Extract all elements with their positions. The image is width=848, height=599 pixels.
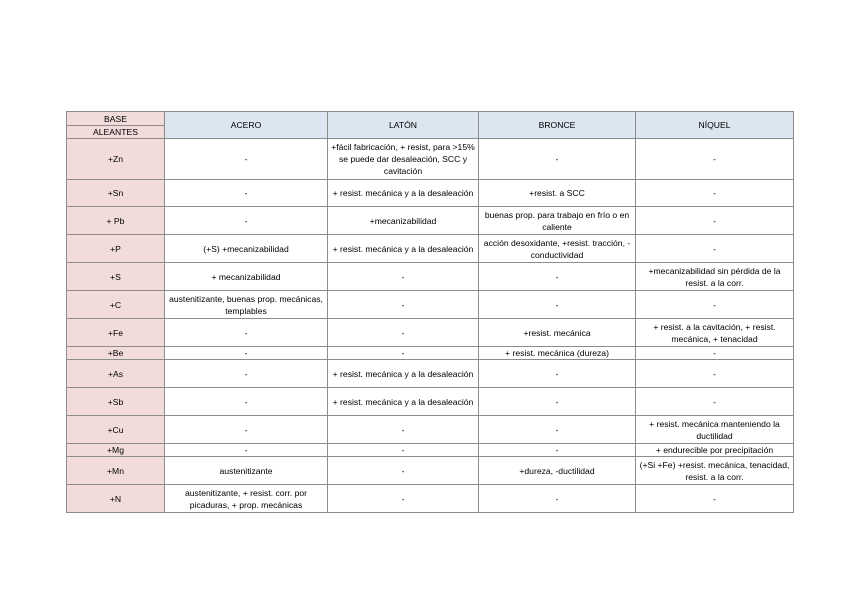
table-cell: - (479, 485, 636, 513)
table-cell: - (479, 291, 636, 319)
table-cell: - (165, 444, 328, 457)
table-row (67, 457, 794, 485)
table-cell: - (636, 235, 794, 263)
table-row (67, 180, 794, 207)
table-cell: acción desoxidante, +resist. tracción, -conductividad (479, 235, 636, 263)
row-header: +Sb (67, 388, 165, 416)
table-cell: - (636, 347, 794, 360)
table-row (67, 263, 794, 291)
table-cell: - (165, 416, 328, 444)
table-cell: - (328, 319, 479, 347)
table-cell: - (165, 180, 328, 207)
table-cell: - (636, 180, 794, 207)
table-cell: + resist. mecánica y a la desaleación (328, 180, 479, 207)
table-cell: - (328, 291, 479, 319)
table-cell: - (328, 457, 479, 485)
table-cell: - (479, 139, 636, 180)
table-cell: + resist. mecánica y a la desaleación (328, 360, 479, 388)
table-cell: (+S) +mecanizabilidad (165, 235, 328, 263)
table-cell: - (636, 139, 794, 180)
row-header: +C (67, 291, 165, 319)
alloying-elements-table (66, 111, 794, 513)
table-row (67, 388, 794, 416)
table-cell: - (165, 139, 328, 180)
row-header: +Cu (67, 416, 165, 444)
row-header: +Zn (67, 139, 165, 180)
table-cell: + resist. mecánica y a la desaleación (328, 235, 479, 263)
table-cell: - (328, 485, 479, 513)
table-cell: - (165, 347, 328, 360)
table-cell: - (165, 360, 328, 388)
column-header-niquel: NÍQUEL (636, 112, 794, 139)
table-row (67, 235, 794, 263)
row-header: +P (67, 235, 165, 263)
table-cell: + resist. mecánica (dureza) (479, 347, 636, 360)
row-header: +N (67, 485, 165, 513)
row-header: +Sn (67, 180, 165, 207)
row-header: + Pb (67, 207, 165, 235)
table-cell: + mecanizabilidad (165, 263, 328, 291)
table-cell: +resist. mecánica (479, 319, 636, 347)
table-cell: - (165, 207, 328, 235)
table-row (67, 416, 794, 444)
table-cell: + endurecible por precipitación (636, 444, 794, 457)
table-cell: - (636, 291, 794, 319)
table-cell: - (636, 388, 794, 416)
table-cell: - (479, 263, 636, 291)
aleantes-header: ALEANTES (67, 126, 165, 139)
table-cell: - (328, 444, 479, 457)
table-row (67, 207, 794, 235)
table-cell: +fácil fabricación, + resist, para >15% se puede dar desaleación, SCC y cavitación (328, 139, 479, 180)
row-header: +S (67, 263, 165, 291)
table-cell: +mecanizabilidad sin pérdida de la resist. a la corr. (636, 263, 794, 291)
row-header: +Mn (67, 457, 165, 485)
table-cell: +dureza, -ductilidad (479, 457, 636, 485)
table-cell: - (479, 416, 636, 444)
column-header-acero: ACERO (165, 112, 328, 139)
table-cell: - (328, 347, 479, 360)
column-header-laton: LATÓN (328, 112, 479, 139)
column-header-bronce: BRONCE (479, 112, 636, 139)
table-cell: - (328, 263, 479, 291)
table-cell: + resist. mecánica manteniendo la ductilidad (636, 416, 794, 444)
table-row (67, 485, 794, 513)
table-cell: austenitizante, + resist. corr. por picaduras, + prop. mecánicas (165, 485, 328, 513)
table-row (67, 139, 794, 180)
table-cell: - (636, 360, 794, 388)
row-header: +Be (67, 347, 165, 360)
table-cell: - (165, 319, 328, 347)
table-cell: - (479, 360, 636, 388)
row-header: +As (67, 360, 165, 388)
table-cell: austenitizante, buenas prop. mecánicas, templables (165, 291, 328, 319)
table-row (67, 347, 794, 360)
table-cell: austenitizante (165, 457, 328, 485)
table-cell: + resist. mecánica y a la desaleación (328, 388, 479, 416)
table-row (67, 444, 794, 457)
table-cell: +mecanizabilidad (328, 207, 479, 235)
table-row (67, 319, 794, 347)
table-cell: + resist. a la cavitación, + resist. mecánica, + tenacidad (636, 319, 794, 347)
row-header: +Mg (67, 444, 165, 457)
row-header: +Fe (67, 319, 165, 347)
table-cell: - (479, 388, 636, 416)
table-row (67, 360, 794, 388)
table-cell: - (479, 444, 636, 457)
table-cell: buenas prop. para trabajo en frío o en caliente (479, 207, 636, 235)
table-cell: - (165, 388, 328, 416)
table-cell: (+Si +Fe) +resist. mecánica, tenacidad, resist. a la corr. (636, 457, 794, 485)
table-cell: +resist. a SCC (479, 180, 636, 207)
table-cell: - (636, 207, 794, 235)
table-cell: - (636, 485, 794, 513)
table-cell: - (328, 416, 479, 444)
table-row (67, 291, 794, 319)
base-header: BASE (67, 112, 165, 126)
